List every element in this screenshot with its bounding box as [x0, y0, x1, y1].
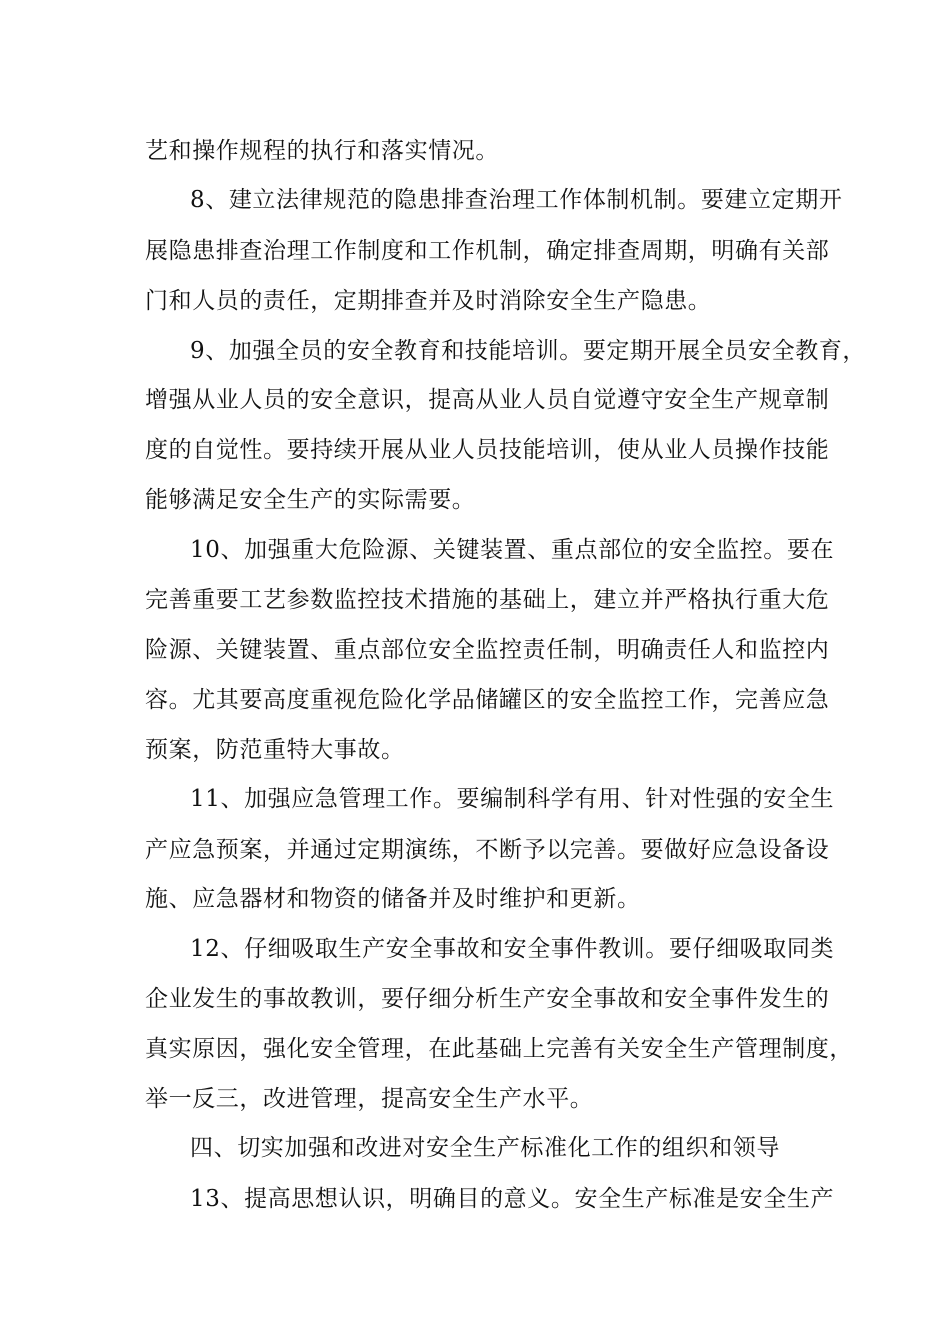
text-line: 10、加强重大危险源、关键装置、重点部位的安全监控。要在	[190, 537, 835, 563]
text-line: 容。尤其要高度重视危险化学品储罐区的安全监控工作，完善应急	[145, 687, 830, 713]
text-line: 预案，防范重特大事故。	[145, 737, 405, 763]
text-line: 产应急预案，并通过定期演练，不断予以完善。要做好应急设备设	[145, 837, 830, 863]
text-line: 11、加强应急管理工作。要编制科学有用、针对性强的安全生	[190, 786, 835, 812]
text-line: 艺和操作规程的执行和落实情况。	[145, 138, 499, 164]
text-line: 展隐患排查治理工作制度和工作机制，确定排查周期，明确有关部	[145, 238, 830, 264]
text-line: 门和人员的责任，定期排查并及时消除安全生产隐患。	[145, 288, 712, 314]
text-line: 险源、关键装置、重点部位安全监控责任制，明确责任人和监控内	[145, 637, 830, 663]
text-line: 9、加强全员的安全教育和技能培训。要定期开展全员安全教育，	[190, 338, 867, 364]
text-line: 完善重要工艺参数监控技术措施的基础上，建立并严格执行重大危	[145, 587, 830, 613]
text-line: 度的自觉性。要持续开展从业人员技能培训，使从业人员操作技能	[145, 437, 830, 463]
text-line: 企业发生的事故教训，要仔细分析生产安全事故和安全事件发生的	[145, 986, 830, 1012]
text-line: 12、仔细吸取生产安全事故和安全事件教训。要仔细吸取同类	[190, 936, 835, 962]
text-line: 13、提高思想认识，明确目的意义。安全生产标准是安全生产	[190, 1186, 835, 1212]
section-heading: 四、切实加强和改进对安全生产标准化工作的组织和领导	[190, 1135, 780, 1161]
text-line: 能够满足安全生产的实际需要。	[145, 487, 476, 513]
text-line: 施、应急器材和物资的储备并及时维护和更新。	[145, 886, 641, 912]
text-line: 增强从业人员的安全意识，提高从业人员自觉遵守安全生产规章制	[145, 387, 830, 413]
text-line: 真实原因，强化安全管理，在此基础上完善有关安全生产管理制度，	[145, 1036, 853, 1062]
text-line: 8、建立法律规范的隐患排查治理工作体制机制。要建立定期开	[190, 187, 843, 213]
text-line: 举一反三，改进管理，提高安全生产水平。	[145, 1086, 594, 1112]
